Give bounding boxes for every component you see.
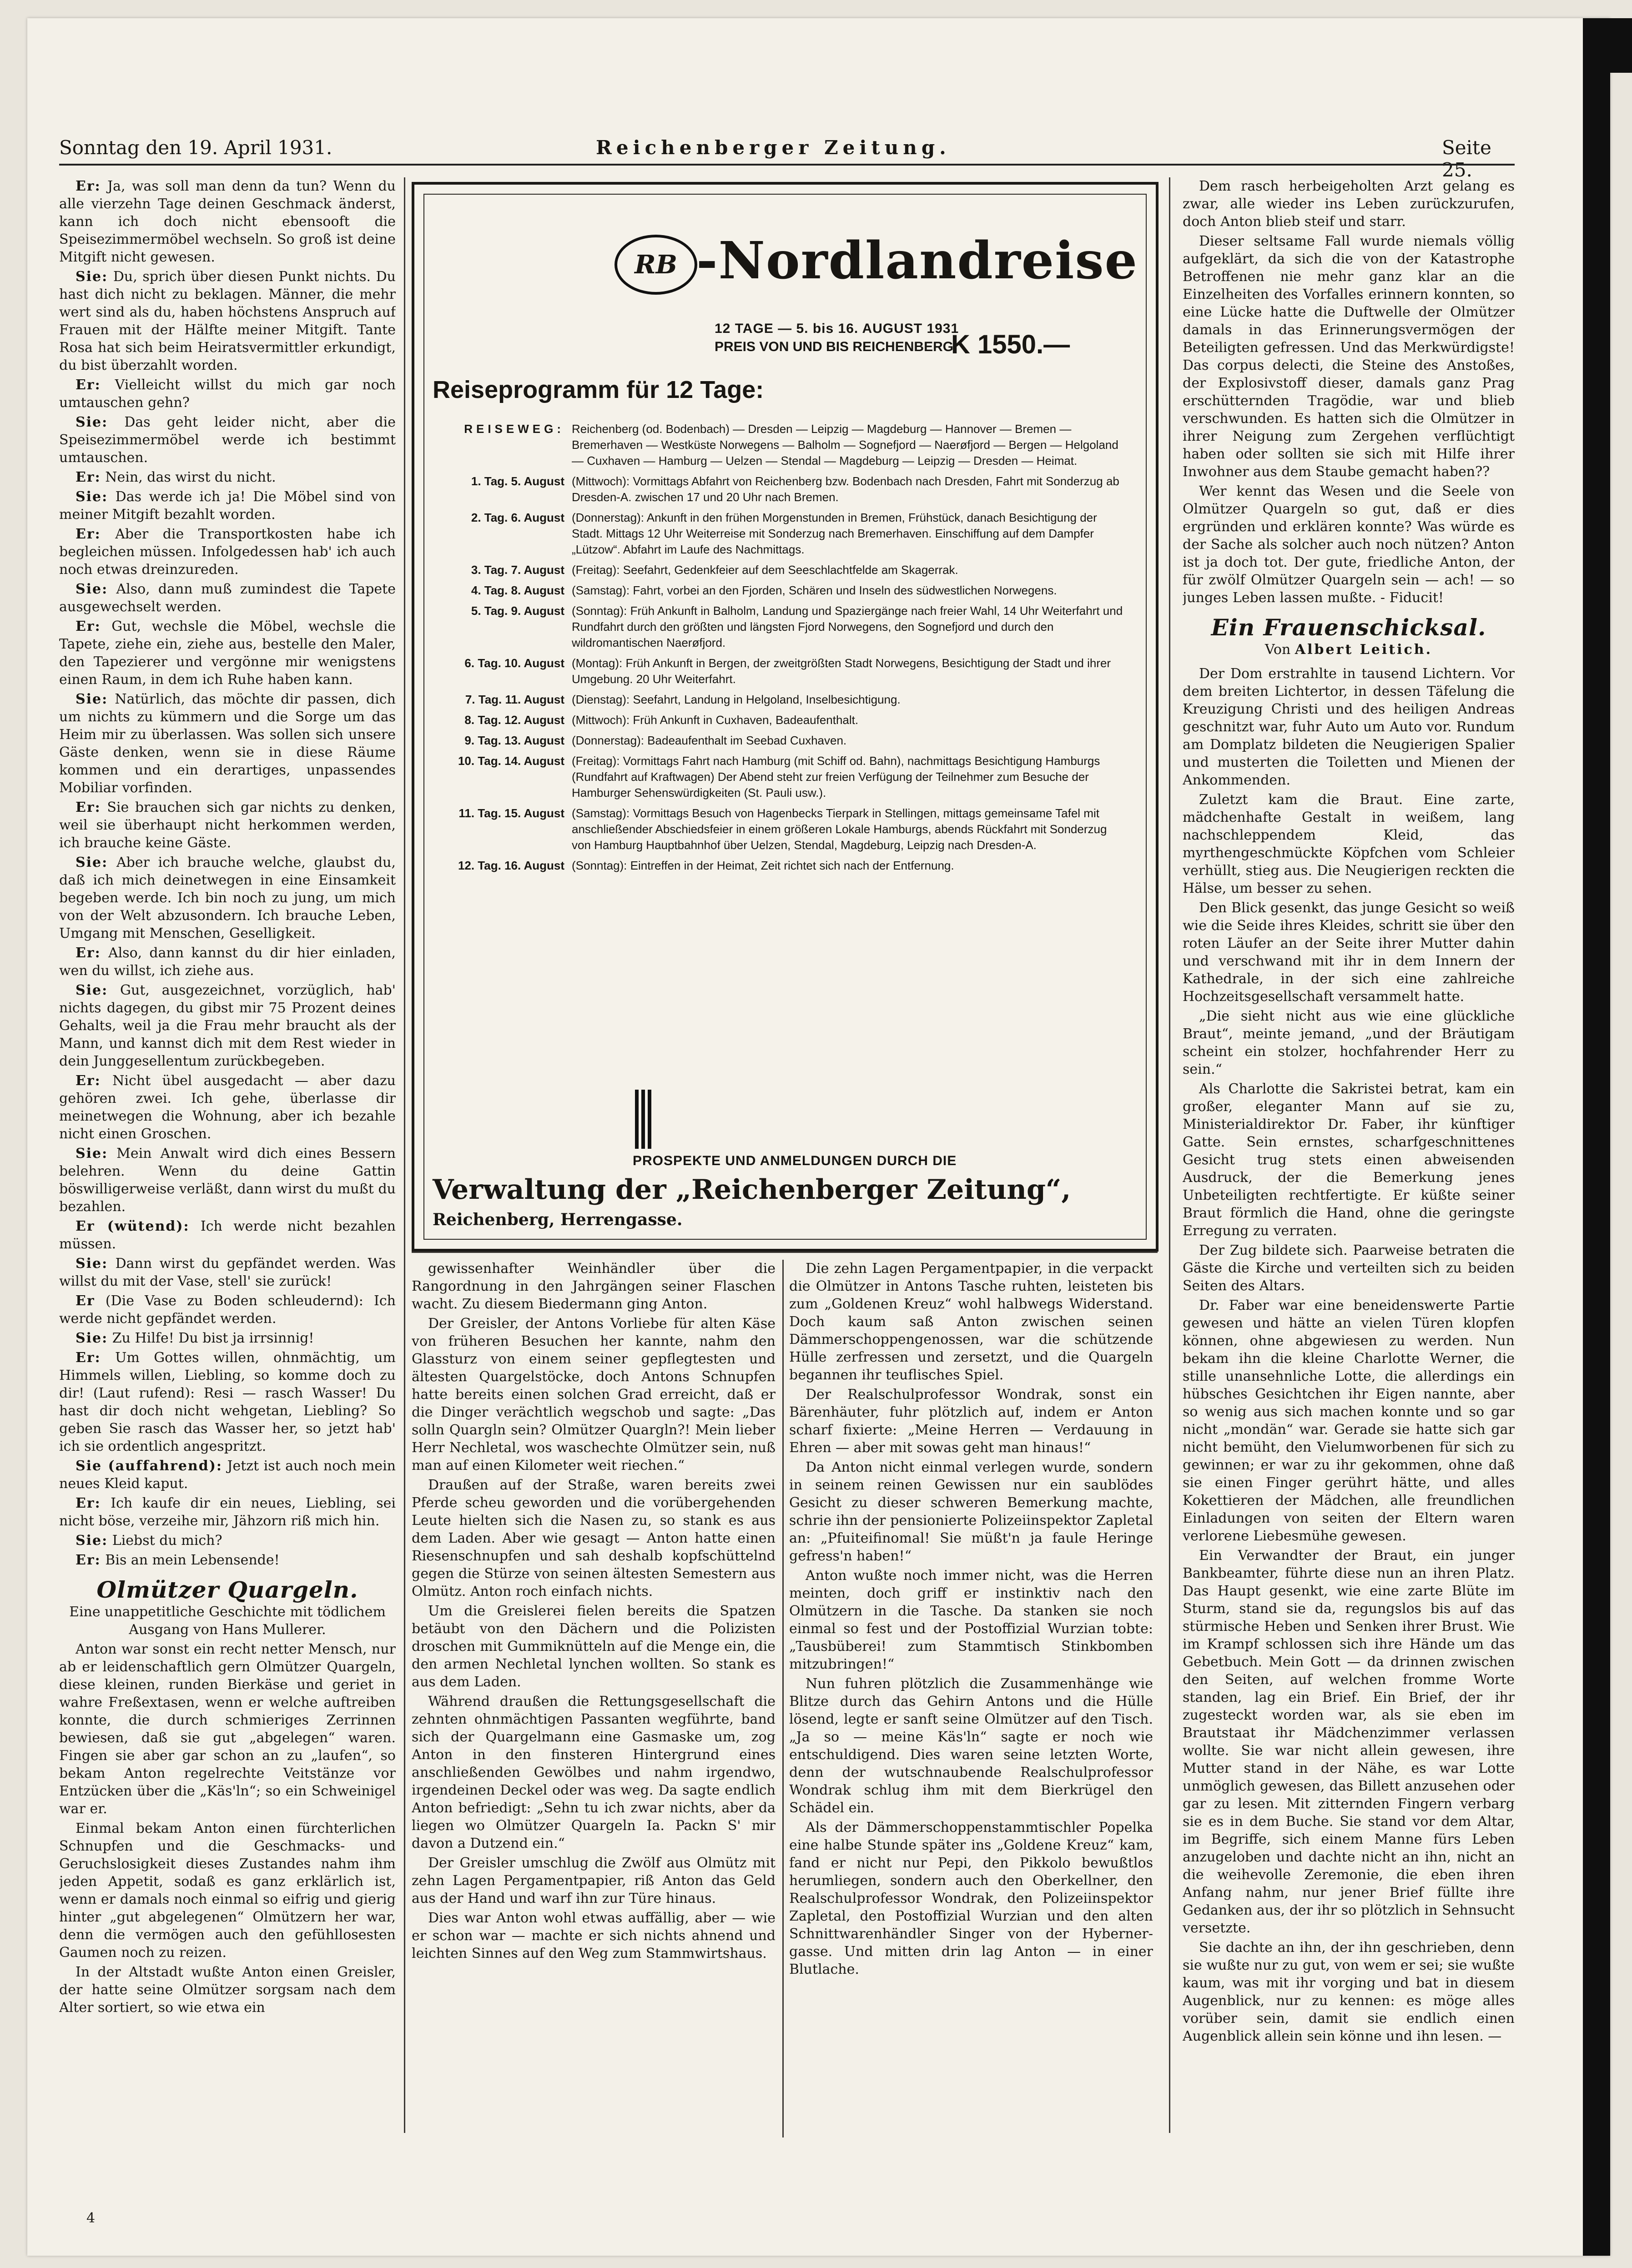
byline-label: Von xyxy=(1264,642,1291,658)
speaker-label: Sie: xyxy=(76,691,108,707)
dialogue-line xyxy=(59,690,396,797)
speaker-label: Er: xyxy=(76,619,101,634)
story-paragraph: Als der Dämmerschoppenstammtischler Popelka eine halbe Stunde später ins „Goldene Kreuz“ kam, fand er nicht nur Pepi, den Pikkolo bewußtlos herumliegen, sondern auch den Oberkellner, den Realschulprofessor Wondrak, den Polizeiinspektor Zapletal, den Postoffizial Wurzian und den alten Schnittwarenhändler Singer von der Hybernergasse. Und mitten drin lag Anton — in einer Blutlache. xyxy=(789,1820,1153,1977)
dialogue-text: Ich werde nicht bezahlen müssen. xyxy=(59,1218,396,1252)
itinerary-text: (Sonntag): Eintreffen in der Heimat, Zeit richtet sich nach der Entfernung. xyxy=(572,859,954,872)
column-2 xyxy=(412,1260,776,2137)
dialogue-text: Dann wirst du gepfändet werden. Was willst du mit der Vase, stell' sie zurück! xyxy=(59,1256,396,1289)
column-rule xyxy=(404,177,405,2133)
column-1 xyxy=(59,177,396,2119)
dialogue-line xyxy=(59,1255,396,1290)
dialogue-line xyxy=(59,1532,396,1549)
itinerary-row xyxy=(433,421,1124,469)
itinerary-row xyxy=(433,473,1124,505)
itinerary-day-label: 6. Tag. 10. August xyxy=(464,656,564,670)
dialogue-text: Aber die Transportkosten habe ich begleichen müssen. Infolgedessen hab' ich auch noch etwas dreinzureden. xyxy=(59,526,396,578)
story-paragraph: Draußen auf der Straße, waren bereits zwei Pferde scheu geworden und die vorübergehenden Leute hielten sich die Nasen zu, so stank es aus dem Laden. Aber wie gesagt — Anton hatte einen Riesenschnupfen und sah deshalb kopfschüttelnd gegen die Stürze von seinen ältesten Semestern aus Olmütz. Anton roch einfach nichts. xyxy=(412,1477,776,1599)
speaker-label: Er xyxy=(76,1293,95,1309)
dialogue-text: Natürlich, das möchte dir passen, dich um nichts zu kümmern und die Sorge um das Heim mir zu überlassen. Was sollen sich unsere Gäste denken, wenn sie in diese Räume kommen und ein derartiges, unpassendes Mobiliar vorfinden. xyxy=(59,691,396,796)
itinerary-row xyxy=(433,712,1124,728)
itinerary-text: (Freitag): Seefahrt, Gedenkfeier auf dem Seeschlachtfelde am Skagerrak. xyxy=(572,563,958,577)
speaker-label: Er: xyxy=(76,1495,101,1511)
dialogue-text: Zu Hilfe! Du bist ja irrsinnig! xyxy=(112,1330,314,1346)
story-paragraph: gewissenhafter Weinhändler über die Rangordnung in den Jahrgängen seiner Flaschen wacht. Zu diesem Biedermann ging Anton. xyxy=(412,1261,776,1312)
scan-edge-right xyxy=(1583,18,1610,2256)
itinerary-row xyxy=(433,805,1124,853)
ad-program-title: Reiseprogramm für 12 Tage: xyxy=(433,376,764,403)
scan-edge-top xyxy=(1583,18,1632,73)
dialogue-text: Ich kaufe dir ein neues, Liebling, sei nicht böse, verzeihe mir, Jähzorn riß mich hin. xyxy=(59,1495,396,1529)
speaker-label: Er: xyxy=(76,1073,101,1089)
itinerary-text: (Freitag): Vormittags Fahrt nach Hamburg (mit Schiff od. Bahn), nachmittags Besichtigung Hamburgs (Rundfahrt auf Kraftwagen) Der Abend steht zur freien Verfügung der Teilnehmer zum Besuche der Hamburger Sehenswürdigkeiten (St. Pauli usw.). xyxy=(572,754,1100,800)
dialogue-text: Vielleicht willst du mich gar noch umtauschen gehn? xyxy=(59,377,396,411)
itinerary-text: (Sonntag): Früh Ankunft in Balholm, Landung und Spaziergänge nach freier Wahl, 14 Uhr Weiterfahrt und Rundfahrt durch den größten und längsten Fjord Norwegens, den Sognefjord und durch den wildromantischen Naerøfjord. xyxy=(572,604,1123,649)
dialogue-text: Also, dann kannst du dir hier einladen, wen du willst, ich ziehe aus. xyxy=(59,945,396,979)
speaker-label: Sie: xyxy=(76,1146,108,1162)
speaker-label: Er: xyxy=(76,377,101,393)
story-byline xyxy=(1183,641,1515,659)
header-rule xyxy=(59,164,1515,166)
ad-prospekte: PROSPEKTE UND ANMELDUNGEN DURCH DIE xyxy=(633,1153,957,1168)
speaker-label: Sie: xyxy=(76,414,108,430)
speaker-label: Sie (auffahrend): xyxy=(76,1458,222,1474)
rb-logo-icon: RB xyxy=(615,235,697,295)
itinerary-text: (Dienstag): Seefahrt, Landung in Helgoland, Inselbesichtigung. xyxy=(572,693,901,706)
ad-dates: 12 TAGE — 5. bis 16. AUGUST 1931 xyxy=(715,321,959,336)
itinerary-day-label: 5. Tag. 9. August xyxy=(471,604,564,618)
story-paragraph: Der Zug bildete sich. Paarweise betraten die Gäste die Kirche und verteilten sich zu beiden Seiten des Altars. xyxy=(1183,1242,1515,1294)
dialogue-text: Ja, was soll man denn da tun? Wenn du alle vierzehn Tage deinen Geschmack änderst, kann ich doch nicht ebensooft die Speisezimmermöbel wechseln. So groß ist deine Mitgift nicht gewesen. xyxy=(59,178,396,265)
itinerary-list xyxy=(433,421,1124,878)
advertisement-nordlandreise xyxy=(412,182,1159,1252)
ad-title: -Nordlandreise xyxy=(696,231,1138,291)
story-paragraph: In der Altstadt wußte Anton einen Greisler, der hatte seine Olmützer sorgsam nach dem Alter sortiert, so wie etwa ein xyxy=(59,1964,396,2016)
page-header xyxy=(59,136,1515,181)
story-paragraph: Dr. Faber war eine beneidenswerte Partie gewesen und hätte an vielen Türen klopfen können, ohne abgewiesen zu werden. Nun bekam ihn die kleine Charlotte Werner, die stille unansehnliche Lotte, die allerdings ein hübsches Gesichtchen ihr Eigen nannte, aber so wenig aus sich machen konnte und so gar nicht „mondän“ war. Gerade sie hatte sich gar nicht bemüht, den Vielumworbenen für sich zu gewinnen; er war zu ihr gekommen, ohne daß sie einen Finger gerührt hätte, und alles Kokettieren der Mädchen, alle freundlichen Einladungen von seiten der Eltern waren verlorene Liebesmühe gewesen. xyxy=(1183,1297,1515,1544)
story-paragraph: Sie dachte an ihn, der ihn geschrieben, denn sie wußte nur zu gut, von wem er sei; sie wußte kaum, was mit ihr vorging und bat in diesem Augenblick, nur zu kennen: es möge alles vorüber sein, damit sie endlich einen Augenblick allein sein könne und ihn lesen. — xyxy=(1183,1940,1515,2044)
dialogue-line xyxy=(59,1349,396,1455)
story-paragraph: Der Greisler umschlug die Zwölf aus Olmütz mit zehn Lagen Pergamentpapier, riß Anton das Geld aus der Hand und warf ihn zur Türe hinaus. xyxy=(412,1855,776,1906)
speaker-label: Er: xyxy=(76,469,101,485)
header-page-number: Seite 25. xyxy=(1442,136,1491,181)
itinerary-day-label: 10. Tag. 14. August xyxy=(458,754,564,768)
ad-price: K 1550.— xyxy=(951,330,1070,359)
speaker-label: Sie: xyxy=(76,1330,108,1346)
dialogue-text: Du, sprich über diesen Punkt nichts. Du hast dich nicht zu beklagen. Männer, die mehr wert sind als du, haben höchstens Anspruch auf Frauen mit der Hälfte meiner Mitgift. Tante Rosa hat sich beim Heiratsvermittler erkundigt, du bist überzahlt worden. xyxy=(59,269,396,373)
itinerary-text: (Mittwoch): Früh Ankunft in Cuxhaven, Badeaufenthalt. xyxy=(572,713,859,727)
dialogue-text: Liebst du mich? xyxy=(112,1533,222,1549)
story-paragraph: Den Blick gesenkt, das junge Gesicht so weiß wie die Seide ihres Kleides, schritt sie über den roten Läufer an der Seite ihrer Mutter dahin und verschwand mit ihr in dem Innern der Kathedrale, in der sich eine zahlreiche Hochzeitsgesellschaft versammelt hatte. xyxy=(1183,900,1515,1005)
itinerary-text: (Donnerstag): Ankunft in den frühen Morgenstunden in Bremen, Frühstück, danach Besichtigung der Stadt. Mittags 12 Uhr Weiterreise mit Sonderzug nach Bremerhaven. Einschiffung auf dem Dampfer „Lützow“. Abfahrt im Laufe des Nachmittags. xyxy=(572,511,1097,556)
dialogue-text: Sie brauchen sich gar nichts zu denken, weil sie überhaupt nicht herkommen werden, ich brauche keine Gäste. xyxy=(59,800,396,851)
story-paragraph: „Die sieht nicht aus wie eine glückliche Braut“, meinte jemand, „und der Bräutigam scheint ein stolzer, hochfahrender Herr zu sein.“ xyxy=(1183,1008,1515,1077)
speaker-label: Er: xyxy=(76,178,101,194)
story-paragraph: Der Dom erstrahlte in tausend Lichtern. Vor dem breiten Lichtertor, in dessen Täfelung die Kreuzigung Christi und des heiligen Andreas geschnitzt war, fuhr Auto um Auto vor. Rundum am Domplatz bildeten die Neugierigen Spalier und musterten die Toiletten und Mienen der Ankommenden. xyxy=(1183,666,1515,788)
ad-address: Reichenberg, Herrengasse. xyxy=(433,1210,683,1229)
decorative-bars-icon xyxy=(635,1090,653,1149)
story-paragraph: Ein Verwandter der Braut, ein junger Bankbeamter, führte diese nun an ihren Platz. Das Haupt gesenkt, wie eine zarte Blüte im Sturm, stand sie da, regungslos bis auf das stürmische Heben und Senken ihrer Brust. Wie im Krampf schlossen sich ihre Hände um das Gebetbuch. Mein Gott — da drinnen zwischen den Seiten, auf welchen fromme Worte standen, lag ein Brief. Ein Brief, der ihr zugesteckt worden war, als sie eben im Brautstaat ihr Mädchenzimmer verlassen wollte. Sie war nicht allein gewesen, ihre Mutter stand in der Nähe, es war Lotte unmöglich gewesen, das Billett anzusehen oder gar zu lesen. Mit zitternden Fingern verbarg sie es in dem Buche. Sie stand vor dem Altar, im Begriffe, sich einem Manne fürs Leben anzugeloben und dachte nicht an ihn, nicht an die weihevolle Zeremonie, die eben ihren Anfang nahm, nur jener Brief füllte ihre Gedanken aus, der ihr so plötzlich in Sehnsucht versetzte. xyxy=(1183,1548,1515,1936)
dialogue-line xyxy=(59,525,396,578)
speaker-label: Sie: xyxy=(76,1533,108,1549)
dialogue-block xyxy=(59,177,396,1569)
ad-bottom-rule xyxy=(412,1252,1158,1253)
itinerary-row xyxy=(433,733,1124,749)
itinerary-day-label: 11. Tag. 15. August xyxy=(458,806,564,820)
itinerary-day-label: 2. Tag. 6. August xyxy=(471,511,564,524)
dialogue-line xyxy=(59,580,396,616)
itinerary-row xyxy=(433,562,1124,578)
itinerary-text: (Montag): Früh Ankunft in Bergen, der zweitgrößten Stadt Norwegens, Besichtigung der Stadt und ihrer Umgebung. 20 Uhr Weiterfahrt. xyxy=(572,656,1111,686)
dialogue-line xyxy=(59,177,396,266)
dialogue-line xyxy=(59,468,396,486)
story-paragraph: Als Charlotte die Sakristei betrat, kam ein großer, eleganter Mann auf sie zu, Ministerialdirektor Dr. Faber, ihr künftiger Gatte. Sein ernstes, scharfgeschnittenes Gesicht trug stets einen abweisenden Ausdruck, der die Bemerkung jenes Unbeteiligten rechtfertigte. Er küßte seiner Braut förmlich die Hand, ohne die geringste Erregung zu verraten. xyxy=(1183,1081,1515,1239)
dialogue-line xyxy=(59,944,396,980)
margin-mark: 4 xyxy=(86,2210,96,2226)
speaker-label: Er: xyxy=(76,526,101,542)
story-paragraph: Nun fuhren plötzlich die Zusammenhänge wie Blitze durch das Gehirn Antons und die Hülle lösend, legte er sanft seine Olmützer auf den Tisch. „Ja so — meine Käs'ln“ sagte er noch wie entschuldigend. Dies waren seine letzten Worte, denn der wutschnaubende Realschulprofessor Wondrak schlug ihm mit dem Bierkrügel den Schädel ein. xyxy=(789,1676,1153,1816)
byline-author: Albert Leitich. xyxy=(1295,642,1433,658)
itinerary-day-label: 12. Tag. 16. August xyxy=(458,859,564,872)
itinerary-text: (Samstag): Fahrt, vorbei an den Fjorden, Schären und Inseln des südwestlichen Norwegens. xyxy=(572,583,1057,597)
dialogue-text: Nicht übel ausgedacht — aber dazu gehören zwei. Ich gehe, überlasse dir meinetwegen die Wohnung, aber ich bezahle nicht einen Groschen. xyxy=(59,1073,396,1142)
itinerary-row xyxy=(433,583,1124,598)
column-rule xyxy=(1169,177,1170,2133)
story-paragraph: Dies war Anton wohl etwas auffällig, aber — wie er schon war — machte er sich nichts ahnend und leichten Sinnes auf den Weg zum Stammwirtshaus. xyxy=(412,1910,776,1961)
story-paragraph: Während draußen die Rettungsgesellschaft die zehnten ohnmächtigen Passanten wegführte, band sich der Quargelmann eine Gasmaske um, zog Anton in den finsteren Hintergrund eines anschließenden Gewölbes und nahm irgendwo, irgendeinen Deckel oder was weg. Da sagte endlich Anton befriedigt: „Sehn tu ich zwar nichts, aber da liegen wo Olmützer Quargeln Ia. Packn S' mir davon a Dutzend ein.“ xyxy=(412,1694,776,1851)
speaker-label: Sie: xyxy=(76,1256,108,1272)
header-date: Sonntag den 19. April 1931. xyxy=(59,136,332,159)
itinerary-row xyxy=(433,603,1124,651)
dialogue-line xyxy=(59,268,396,374)
itinerary-row xyxy=(433,753,1124,801)
story-paragraph: Der Greisler, der Antons Vorliebe für alten Käse von früheren Besuchen her kannte, nahm den Glassturz von einem seiner gepflegtesten und ältesten Quargelstöcke, doch Antons Schnupfen hatte bereits einen solchen Grad erreicht, daß er die Dinger verächtlich wegschob und sagte: „Das solln Quargln sein? Olmützer Quargln?! Mein lieber Herr Nechletal, wos waschechte Olmützer sein, nuß man auf einen Kilometer weit riechen.“ xyxy=(412,1316,776,1473)
itinerary-row xyxy=(433,692,1124,708)
itinerary-text: (Donnerstag): Badeaufenthalt im Seebad Cuxhaven. xyxy=(572,734,847,747)
speaker-label: Sie: xyxy=(76,581,108,597)
dialogue-text: Gut, wechsle die Möbel, wechsle die Tapete, ziehe ein, ziehe aus, bestelle den Maler, den Tapezierer und vergönne mir wenigstens einen Raum, in dem ich Ruhe haben kann. xyxy=(59,619,396,688)
dialogue-line xyxy=(59,1457,396,1493)
itinerary-row xyxy=(433,858,1124,874)
dialogue-text: Jetzt ist auch noch mein neues Kleid kaput. xyxy=(59,1458,396,1492)
dialogue-line xyxy=(59,1145,396,1216)
itinerary-text: Reichenberg (od. Bodenbach) — Dresden — Leipzig — Magdeburg — Hannover — Bremen — Bremerhaven — Westküste Norwegens — Balholm — Sognefjord — Naerøfjord — Bergen — Helgoland — Cuxhaven — Hamburg — Uelzen — Stendal — Magdeburg — Leipzig — Dresden — Heimat. xyxy=(572,422,1118,468)
itinerary-text: (Samstag): Vormittags Besuch von Hagenbecks Tierpark in Stellingen, mittags gemeinsame Tafel mit anschließender Abschiedsfeier in einem größeren Lokale Hamburgs, abends Rückfahrt mit Sonderzug von Hamburg Hauptbahnhof über Uelzen, Stendal, Magdeburg, Leipzig nach Dresden-A. xyxy=(572,806,1107,852)
column-3 xyxy=(789,1260,1153,2137)
dialogue-line xyxy=(59,854,396,942)
column-rule xyxy=(782,1260,784,2137)
column-4 xyxy=(1183,177,1515,2137)
dialogue-text: Aber ich brauche welche, glaubst du, daß ich mich deinetwegen in eine Einsamkeit begeben werde. Ich bin noch zu jung, um mich von der Welt abzusondern. Ich brauche Leben, Umgang mit Menschen, Geselligkeit. xyxy=(59,855,396,941)
story-title-quargeln: Olmützer Quargeln. xyxy=(96,1576,358,1603)
speaker-label: Er: xyxy=(76,945,101,961)
dialogue-line xyxy=(59,488,396,523)
story-ending xyxy=(1183,177,1515,607)
ad-price-label: PREIS VON UND BIS REICHENBERG xyxy=(715,339,954,354)
itinerary-day-label: 7. Tag. 11. August xyxy=(465,693,564,706)
speaker-label: Sie: xyxy=(76,982,108,998)
itinerary-day-label: 1. Tag. 5. August xyxy=(471,474,564,488)
story-subtitle: Eine unappetitliche Geschichte mit tödlichem Ausgang von Hans Mullerer. xyxy=(69,1604,386,1638)
story-body xyxy=(59,1640,396,2017)
dialogue-text: Bis an mein Lebensende! xyxy=(105,1552,280,1568)
dialogue-text: Gut, ausgezeichnet, vorzüglich, hab' nichts dagegen, du gibst mir 75 Prozent deines Gehalts, weil ja die Frau mehr braucht als der Mann, und kannst dich mit dem Rest wieder in dein Junggesellentum zurückbegeben. xyxy=(59,982,396,1069)
dialogue-line xyxy=(59,1072,396,1143)
story-paragraph: Um die Greislerei fielen bereits die Spatzen betäubt von den Dächern und die Polizisten droschen mit Gummiknütteln auf die Menge ein, die den armen Nechletal lynchen wollten. So stank es aus dem Laden. xyxy=(412,1603,776,1690)
speaker-label: Er: xyxy=(76,1552,101,1568)
ad-verwaltung: Verwaltung der „Reichenberger Zeitung“, xyxy=(433,1174,1071,1206)
story-paragraph: Da Anton nicht einmal verlegen wurde, sondern in seinem reinen Gewissen nur ein saublödes Gesicht zu dieser schweren Bemerkung machte, schrie ihn der pensionierte Polizeiinspektor Zapletal an: „Pfuiteifinomal! Sie müßt'n ja faule Heringe gefress'n haben!“ xyxy=(789,1459,1153,1564)
speaker-label: Sie: xyxy=(76,269,108,285)
speaker-label: Er: xyxy=(76,1350,101,1366)
itinerary-day-label: 3. Tag. 7. August xyxy=(471,563,564,577)
dialogue-line xyxy=(59,376,396,412)
story-paragraph: Dieser seltsame Fall wurde niemals völlig aufgeklärt, da sich die von der Katastrophe Betroffenen nie mehr ganz klar an die Einzelheiten des Vorfalles erinnern konnten, so eine Lücke hatte die Duftwelle der Olmützer damals in das Erinnerungsvermögen der Beteiligten gefressen. Und das Merkwürdigste! Das corpus delecti, die Steine des Anstoßes, der Explosivstoff dieser, damals ganz Prag erschütternden Tragödie, war und blieb verschwunden. Es hatten sich die Olmützer in ihrer Neigung zum Zergehen verflüchtigt haben oder sollten sie sich mit Hilfe ihrer Inwohner aus dem Staube gemacht haben?? xyxy=(1183,233,1515,480)
dialogue-line xyxy=(59,1292,396,1328)
story-body-frauenschicksal xyxy=(1183,665,1515,2045)
dialogue-line xyxy=(59,413,396,467)
itinerary-day-label: 8. Tag. 12. August xyxy=(464,713,564,727)
story-paragraph: Die zehn Lagen Pergamentpapier, in die verpackt die Olmützer in Antons Tasche ruhten, leisteten bis zum „Goldenen Kreuz“ wohl halbwegs Widerstand. Doch kaum saß Anton zwischen seinen Dämmerschoppengenossen, war die schützende Hülle zerfressen und zersetzt, und die Quargeln begannen ihr teuflisches Spiel. xyxy=(789,1261,1153,1383)
story-paragraph: Einmal bekam Anton einen fürchterlichen Schnupfen und die Geschmacks- und Geruchslosigkeit dieses Zustandes nahm ihm jeden Appetit, sodaß es ganz erklärlich ist, wenn er damals noch einmal so eifrig und gierig hinter „gut abgelegenen“ Olmützern her war, denn die vermögen auch den gefühllosesten Gaumen noch zu reizen. xyxy=(59,1820,396,1961)
speaker-label: Sie: xyxy=(76,489,108,505)
itinerary-row xyxy=(433,655,1124,687)
dialogue-line xyxy=(59,618,396,689)
dialogue-text: Das geht leider nicht, aber die Speisezimmermöbel werde ich bestimmt umtauschen. xyxy=(59,414,396,466)
speaker-label: Er: xyxy=(76,800,101,815)
itinerary-day-label: 9. Tag. 13. August xyxy=(464,734,564,747)
dialogue-text: Also, dann muß zumindest die Tapete ausgewechselt werden. xyxy=(59,581,396,615)
itinerary-row xyxy=(433,510,1124,558)
dialogue-line xyxy=(59,1494,396,1530)
dialogue-line xyxy=(59,1217,396,1253)
story-title-frauenschicksal: Ein Frauenschicksal. xyxy=(1211,614,1486,641)
header-masthead: Reichenberger Zeitung. xyxy=(596,136,951,159)
story-paragraph: Der Realschulprofessor Wondrak, sonst ein Bärenhäuter, fuhr plötzlich auf, indem er Anton scharf fixierte: „Meine Herren — Verdauung in Ehren — aber mit sowas geht man hinaus!“ xyxy=(789,1387,1153,1456)
itinerary-day-label: 4. Tag. 8. August xyxy=(471,583,564,597)
dialogue-text: (Die Vase zu Boden schleudernd): Ich werde nicht gepfändet werden. xyxy=(59,1293,396,1327)
story-paragraph: Wer kennt das Wesen und die Seele von Olmützer Quargeln so gut, daß er dies ergründen und erklären konnte? Was würde es der Sache als solcher auch noch nützen? Anton ist ja doch tot. Der gute, friedliche Anton, der für zwölf Olmützer Quargeln sein — ach! — so junges Leben lassen mußte. - Fiducit! xyxy=(1183,483,1515,606)
dialogue-line xyxy=(59,1329,396,1347)
dialogue-text: Mein Anwalt wird dich eines Bessern belehren. Wenn du deine Gattin böswilligerweise verläßt, dann wirst du mußt du bezahlen. xyxy=(59,1146,396,1215)
dialogue-text: Nein, das wirst du nicht. xyxy=(105,469,276,485)
story-paragraph: Anton war sonst ein recht netter Mensch, nur ab er leidenschaftlich gern Olmützer Quargeln, diese kleinen, runden Bierkäse und geriet in wahre Freßextasen, wenn er welche auftreiben konnte, die durch schmieriges Zerrinnen bewiesen, daß sie gut „abgelegen“ waren. Fingen sie aber gar schon an zu „laufen“, so bekam Anton regelrechte Veitstänze vor Entzücken über die „Käs'ln“; so ein Schweinigel war er. xyxy=(59,1641,396,1817)
speaker-label: Er (wütend): xyxy=(76,1218,190,1234)
dialogue-line xyxy=(59,1551,396,1569)
speaker-label: Sie: xyxy=(76,855,108,870)
dialogue-line xyxy=(59,981,396,1070)
itinerary-day-label: REISEWEG: xyxy=(464,422,564,436)
story-paragraph: Zuletzt kam die Braut. Eine zarte, mädchenhafte Gestalt in weißem, lang nachschleppendem Kleid, das myrthengeschmückte Köpfchen vom Schleier verhüllt, stieg aus. Die Neugierigen reckten die Hälse, um besser zu sehen. xyxy=(1183,792,1515,896)
dialogue-text: Um Gottes willen, ohnmächtig, um Himmels willen, Liebling, so komme doch zu dir! (Laut rufend): Resi — rasch Wasser! Du hast dir doch nicht wehgetan, Liebling? So geben Sie rasch das Wasser her, so jetzt hab' ich sie ordentlich angespritzt. xyxy=(59,1350,396,1454)
story-paragraph: Dem rasch herbeigeholten Arzt gelang es zwar, alle wieder ins Leben zurückzurufen, doch Anton blieb steif und starr. xyxy=(1183,178,1515,230)
dialogue-text: Das werde ich ja! Die Möbel sind von meiner Mitgift bezahlt worden. xyxy=(59,489,396,523)
dialogue-line xyxy=(59,799,396,852)
story-paragraph: Anton wußte noch immer nicht, was die Herren meinten, doch griff er instinktiv nach den Olmützern in die Tasche. Da stanken sie noch einmal so fest und der Postoffizial Wurzian tobte: „Tausbüberei! zum Stammtisch Stinkbomben mitzubringen!“ xyxy=(789,1568,1153,1672)
itinerary-text: (Mittwoch): Vormittags Abfahrt von Reichenberg bzw. Bodenbach nach Dresden, Fahrt mit Sonderzug ab Dresden-A. zwischen 17 und 20 Uhr nach Bremen. xyxy=(572,474,1119,504)
